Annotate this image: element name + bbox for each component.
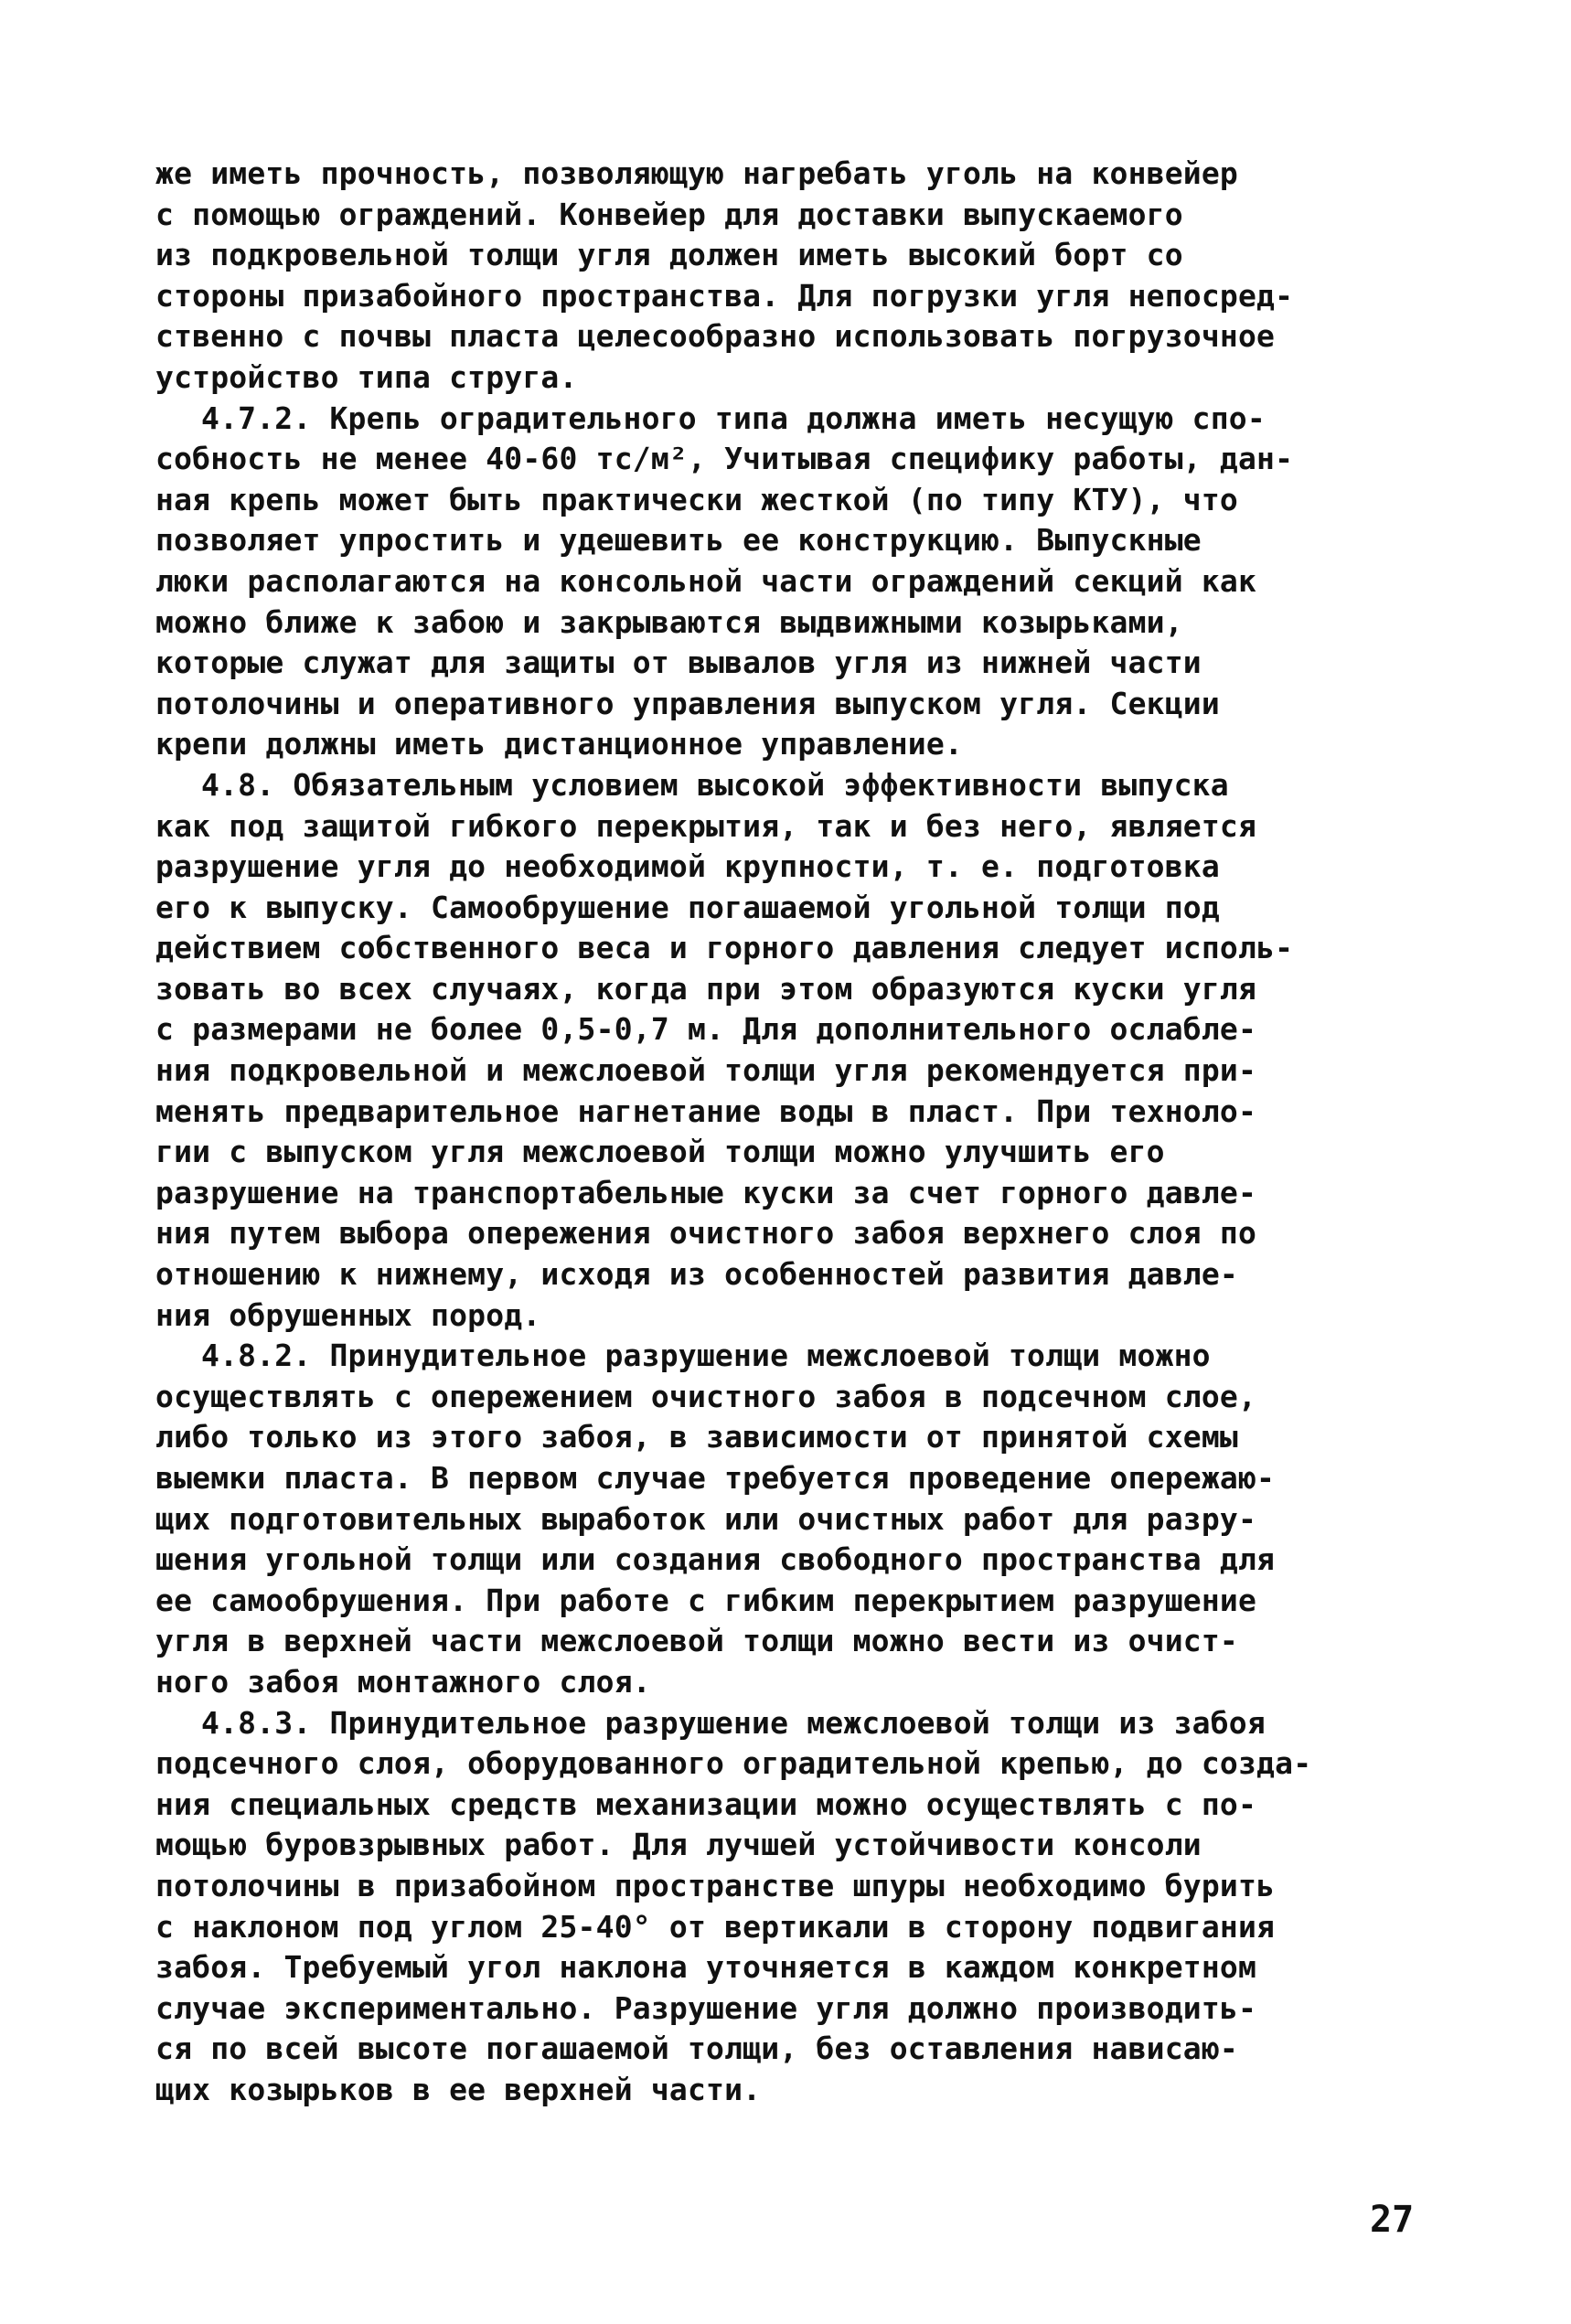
text-line: с помощью ограждений. Конвейер для доставки выпускаемого	[155, 196, 1183, 232]
text-line: собность не менее 40-60 тс/м², Учитывая специфику работы, дан-	[155, 441, 1294, 477]
text-line: можно ближе к забою и закрываются выдвижными козырьками,	[155, 603, 1183, 640]
text-line: ся по всей высоте погашаемой толщи, без оставления нависаю-	[155, 2031, 1238, 2067]
text-line: подсечного слоя, оборудованного оградительной крепью, до созда-	[155, 1745, 1312, 1782]
text-line: действием собственного веса и горного давления следует исполь-	[155, 930, 1294, 966]
text-line: отношению к нижнему, исходя из особенностей развития давле-	[155, 1256, 1238, 1293]
text-line: зовать во всех случаях, когда при этом образуются куски угля	[155, 970, 1257, 1007]
body-text	[155, 154, 1472, 2111]
text-line: ния подкровельной и межслоевой толщи угля рекомендуется при-	[155, 1052, 1257, 1089]
text-line: крепи должны иметь дистанционное управление.	[155, 726, 963, 762]
text-line: ного забоя монтажного слоя.	[155, 1663, 651, 1700]
text-line: менять предварительное нагнетание воды в пласт. При техноло-	[155, 1093, 1257, 1129]
text-line: потолочины в призабойном пространстве шпуры необходимо бурить	[155, 1867, 1276, 1903]
text-line: позволяет упростить и удешевить ее конструкцию. Выпускные	[155, 522, 1202, 559]
text-line: из подкровельной толщи угля должен иметь высокий борт со	[155, 237, 1183, 273]
text-line: ее самообрушения. При работе с гибким перекрытием разрушение	[155, 1582, 1257, 1618]
text-line: устройство типа струга.	[155, 358, 578, 395]
text-line: с наклоном под углом 25-40° от вертикали в сторону подвигания	[155, 1908, 1276, 1945]
text-line: люки располагаются на консольной части ограждений секций как	[155, 562, 1257, 599]
text-line: ния путем выбора опережения очистного забоя верхнего слоя по	[155, 1215, 1257, 1252]
text-line: щих козырьков в ее верхней части.	[155, 2071, 762, 2107]
text-line: с размерами не более 0,5-0,7 м. Для дополнительного ослабле-	[155, 1011, 1257, 1048]
text-line: потолочины и оперативного управления выпуском угля. Секции	[155, 685, 1220, 721]
text-line: гии с выпуском угля межслоевой толщи можно улучшить его	[155, 1134, 1165, 1170]
text-line: либо только из этого забоя, в зависимости от принятой схемы	[155, 1419, 1238, 1455]
text-line: угля в верхней части межслоевой толщи можно вести из очист-	[155, 1623, 1238, 1659]
text-line: его к выпуску. Самообрушение погашаемой угольной толщи под	[155, 889, 1220, 925]
paragraph-start-4-8-3: 4.8.3. Принудительное разрушение межслоевой толщи из забоя	[201, 1704, 1266, 1741]
text-line: которые служат для защиты от вывалов угля из нижней части	[155, 645, 1202, 681]
text-line: ственно с почвы пласта целесообразно использовать погрузочное	[155, 318, 1276, 355]
paragraph-start-4-8: 4.8. Обязательным условием высокой эффективности выпуска	[201, 766, 1229, 803]
text-line: ния обрушенных пород.	[155, 1296, 541, 1333]
text-line: разрушение на транспортабельные куски за счет горного давле-	[155, 1174, 1257, 1210]
page-number: 27	[1370, 2199, 1415, 2241]
text-line: случае экспериментально. Разрушение угля должно производить-	[155, 1989, 1257, 2026]
text-line: мощью буровзрывных работ. Для лучшей устойчивости консоли	[155, 1827, 1202, 1863]
text-line: осуществлять с опережением очистного забоя в подсечном слое,	[155, 1378, 1257, 1414]
text-line: ная крепь может быть практически жесткой (по типу КТУ), что	[155, 481, 1238, 517]
text-line: как под защитой гибкого перекрытия, так и без него, является	[155, 807, 1257, 844]
text-line: разрушение угля до необходимой крупности, т. е. подготовка	[155, 848, 1220, 885]
text-line: шения угольной толщи или создания свободного пространства для	[155, 1541, 1276, 1578]
text-line: щих подготовительных выработок или очистных работ для разру-	[155, 1500, 1257, 1537]
text-line: ния специальных средств механизации можно осуществлять с по-	[155, 1786, 1257, 1822]
text-line: забоя. Требуемый угол наклона уточняется в каждом конкретном	[155, 1949, 1257, 1986]
text-line: стороны призабойного пространства. Для погрузки угля непосред-	[155, 277, 1294, 314]
text-line: же иметь прочность, позволяющую нагребать уголь на конвейер	[155, 155, 1238, 191]
paragraph-start-4-7-2: 4.7.2. Крепь оградительного типа должна иметь несущую спо-	[201, 400, 1266, 436]
text-line: выемки пласта. В первом случае требуется проведение опережаю-	[155, 1460, 1276, 1496]
paragraph-start-4-8-2: 4.8.2. Принудительное разрушение межслоевой толщи можно	[201, 1338, 1211, 1374]
